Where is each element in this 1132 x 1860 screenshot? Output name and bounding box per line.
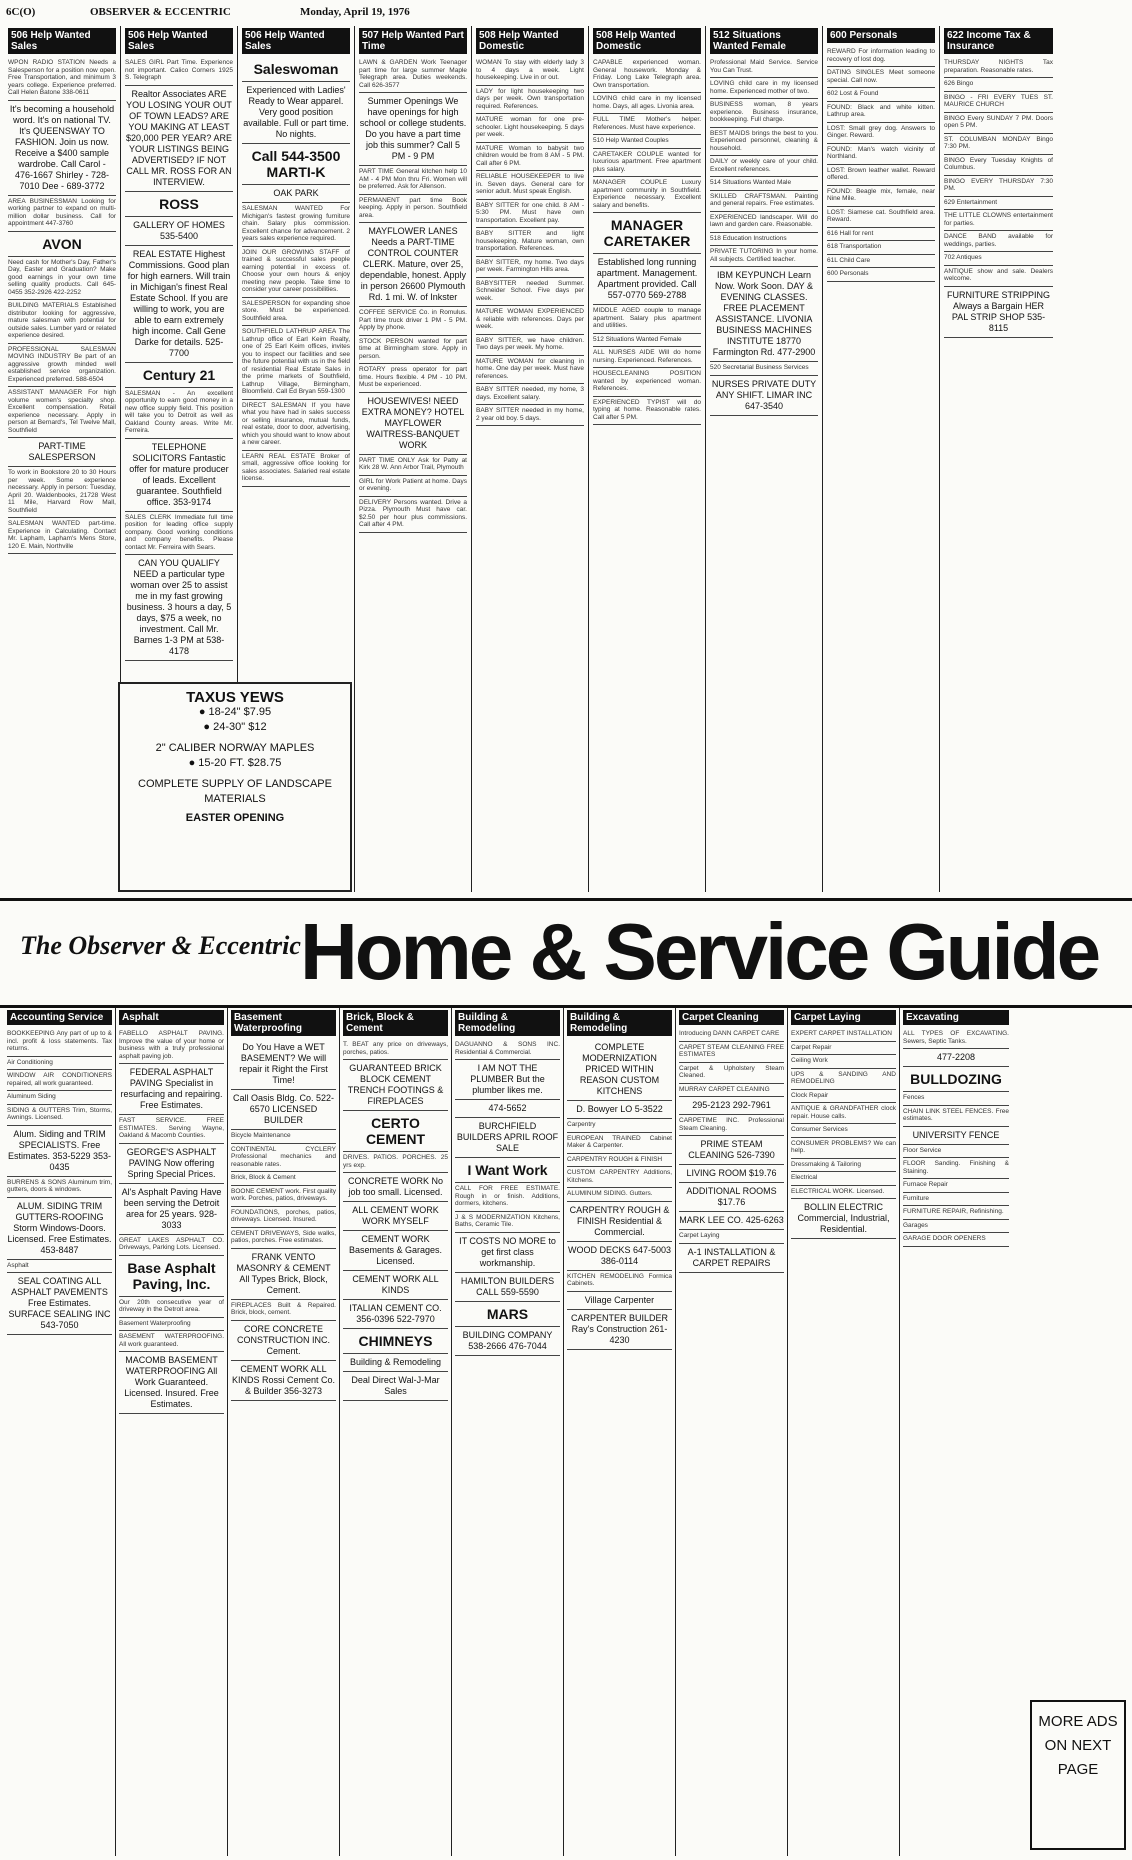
classified-ad: SIDING & GUTTERS Trim, Storms, Awnings. Licensed. — [7, 1105, 112, 1126]
classified-ad: 510 Help Wanted Couples — [593, 135, 701, 149]
classified-ad: Clock Repair — [791, 1090, 896, 1104]
classified-ad: SALES GIRL Part Time. Experience not important. Calico Corners 1925 S. Telegraph — [125, 57, 233, 86]
more-ads-note: MORE ADS ON NEXT PAGE — [1030, 1700, 1126, 1850]
classified-ad: FEDERAL ASPHALT PAVING Specialist in resurfacing and repairing. Free Estimates. — [119, 1064, 224, 1115]
classified-ad: Brick, Block & Cement — [231, 1172, 336, 1186]
classified-ad: BINGO EVERY THURSDAY 7:30 PM. — [944, 176, 1053, 197]
classified-ad: Call Oasis Bldg. Co. 522-6570 LICENSED BUILDER — [231, 1090, 336, 1130]
classified-ad: MARK LEE CO. 425-6263 — [679, 1212, 784, 1230]
classified-ad: FOUNDATIONS, porches, patios, driveways. Licensed. Insured. — [231, 1207, 336, 1228]
classified-ad: ANTIQUE & GRANDFATHER clock repair. House calls. — [791, 1103, 896, 1124]
classified-ad: SALESMAN WANTED For Michigan's fastest growing furniture chain. Salary plus commission. Excellent chance for advancement. 2 years sales experience required. — [242, 203, 350, 247]
classified-ad: BOONE CEMENT work. First quality work. Porches, patios, driveways. — [231, 1186, 336, 1207]
classified-ad: OAK PARK — [242, 185, 350, 203]
classified-ad: Furnace Repair — [903, 1179, 1009, 1193]
home-service-banner — [0, 898, 1132, 1008]
classified-ad: CARPENTRY ROUGH & FINISH Residential & Commercial. — [567, 1202, 672, 1242]
classifieds-bottom — [4, 1008, 1128, 1856]
classified-column — [340, 1008, 452, 1856]
classified-column — [589, 26, 706, 892]
classified-ad: GEORGE'S ASPHALT PAVING Now offering Spring Special Prices. — [119, 1144, 224, 1184]
classified-ad: CEMENT WORK ALL KINDS — [343, 1271, 448, 1300]
ad-line: 2" CALIBER NORWAY MAPLES — [155, 742, 315, 754]
classified-ad: PART-TIME SALESPERSON — [8, 438, 116, 467]
classified-ad: THE LITTLE CLOWNS entertainment for parties. — [944, 210, 1053, 231]
classified-column — [940, 26, 1057, 892]
classified-ad: Garages — [903, 1220, 1009, 1234]
classified-ad: ITALIAN CEMENT CO. 356-0396 522-7970 — [343, 1300, 448, 1329]
classified-ad: WOOD DECKS 647-5003 386-0114 — [567, 1242, 672, 1271]
classified-ad: REWARD For information leading to recovery of lost dog. — [827, 46, 935, 67]
classified-ad: 600 Personals — [827, 268, 935, 282]
classified-ad: FLOOR Sanding. Finishing & Staining. — [903, 1158, 1009, 1179]
classified-ad: Electrical — [791, 1172, 896, 1186]
classified-ad: 618 Transportation — [827, 241, 935, 255]
classified-ad: LOVING child care in my licensed home. Days, all ages. Livonia area. — [593, 93, 701, 114]
classified-ad: Do You Have a WET BASEMENT? We will repair it Right the First Time! — [231, 1039, 336, 1090]
classified-ad: RELIABLE HOUSEKEEPER to live in. Seven days. General care for senior adult. Must speak English. — [476, 171, 584, 200]
ad-line: ● 15-20 FT. $28.75 — [188, 757, 282, 769]
classified-ad: PRIVATE TUTORING In your home. All subjects. Certified teacher. — [710, 246, 818, 267]
classified-ad: It's becoming a household word. It's on national TV. It's QUEENSWAY TO FASHION. Join us now. Receive a $400 sample wardrobe. Call Carol - 476-1667 Shirley - 728-7010 Dee - 689-3772 — [8, 101, 116, 196]
classified-ad: Consumer Services — [791, 1124, 896, 1138]
classified-ad: ADDITIONAL ROOMS $17.76 — [679, 1183, 784, 1212]
classified-ad: CARETAKER COUPLE wanted for luxurious apartment. Free apartment plus salary. — [593, 149, 701, 178]
classified-ad: FOUND: Man's watch vicinity of Northland. — [827, 144, 935, 165]
classified-ad: BUSINESS woman, 8 years experience. Business insurance, bookkeeping. Full charge. — [710, 99, 818, 128]
classified-ad: 629 Entertainment — [944, 197, 1053, 211]
classified-ad: CERTO CEMENT — [343, 1111, 448, 1152]
classified-ad: BURRENS & SONS Aluminum trim, gutters, doors & windows. — [7, 1177, 112, 1198]
classified-ad: LOST: Brown leather wallet. Reward offered. — [827, 165, 935, 186]
classified-ad: J & S MODERNIZATION Kitchens, Baths, Ceramic Tile. — [455, 1212, 560, 1233]
classified-ad: DIRECT SALESMAN If you have what you have had in sales success or selling insurance, mutual funds, real estate, door to door, advertising, which you should want to know about a new career. — [242, 400, 350, 451]
classified-ad: DANCE BAND available for weddings, parties. — [944, 231, 1053, 252]
classified-ad: BABY SITTER, my home. Two days per week. Farmington Hills area. — [476, 257, 584, 278]
classified-ad: A-1 INSTALLATION & CARPET REPAIRS — [679, 1244, 784, 1273]
classified-ad: BOOKKEEPING Any part of up to & incl. profit & loss statements. Tax returns. — [7, 1028, 112, 1057]
classified-ad: BABY SITTER and light housekeeping. Mature woman, own transportation. References. — [476, 228, 584, 257]
classified-ad: LADY for light housekeeping two days per week. Own transportation required. References. — [476, 86, 584, 115]
classified-ad: BABY SITTER needed in my home, 2 year old boy. 5 days. — [476, 405, 584, 426]
classified-ad: ANTIQUE show and sale. Dealers welcome. — [944, 266, 1053, 287]
classified-ad: FAST SERVICE. FREE ESTIMATES. Serving Wayne, Oakland & Macomb Counties. — [119, 1115, 224, 1144]
classified-ad: CONSUMER PROBLEMS? We can help. — [791, 1138, 896, 1159]
category-header: Building & Remodeling — [567, 1010, 672, 1036]
category-header: 506 Help Wanted Sales — [8, 28, 116, 54]
classified-ad: SALES CLERK Immediate full time position for leading office supply company. Good working conditions and company benefits. Please contact Mr. Ferreira with Sears. — [125, 512, 233, 556]
classified-ad: BINGO Every SUNDAY 7 PM. Doors open 5 PM. — [944, 113, 1053, 134]
classified-column — [452, 1008, 564, 1856]
ad-line: ● 18-24" $7.95 — [198, 706, 272, 718]
classified-ad: Summer Openings We have openings for high school or college students. Do you have a part time job this summer? Call 5 PM - 9 PM — [359, 93, 467, 166]
category-header: 600 Personals — [827, 28, 935, 43]
classified-ad: BEST MAIDS brings the best to you. Experienced personnel, cleaning & household. — [710, 128, 818, 157]
classified-ad: FURNITURE REPAIR, Refinishing. — [903, 1206, 1009, 1220]
classified-column — [4, 1008, 116, 1856]
category-header: 507 Help Wanted Part Time — [359, 28, 467, 54]
page-number: 6C(O) — [6, 6, 36, 18]
classified-ad: EXPERIENCED TYPIST will do typing at home. Reasonable rates. Call after 5 PM. — [593, 397, 701, 426]
classified-ad: 616 Hall for rent — [827, 228, 935, 242]
classified-ad: PRIME STEAM CLEANING 526-7390 — [679, 1136, 784, 1165]
classified-ad: STOCK PERSON wanted for part time at Birmingham store. Apply in person. — [359, 336, 467, 365]
classified-ad: AREA BUSINESSMAN Looking for working partner to expand on multi-million dollar business. Call for appointment 447-3760 — [8, 196, 116, 232]
classified-ad: MURRAY CARPET CLEANING — [679, 1084, 784, 1098]
classified-ad: Realtor Associates ARE YOU LOSING YOUR OUT OF TOWN LEADS? ARE YOU MAKING AT LEAST $20,000 PER YEAR? ARE YOUR LISTINGS BEING ADVERTISED? IF NOT CALL MR. ROSS FOR AN INTERVIEW. — [125, 86, 233, 192]
classified-ad: GALLERY OF HOMES 535-5400 — [125, 217, 233, 246]
classified-ad: GREAT LAKES ASPHALT CO. Driveways, Parking Lots. Licensed. — [119, 1235, 224, 1256]
classified-ad: Century 21 — [125, 363, 233, 388]
classified-ad: HOUSECLEANING POSITION wanted by experienced woman. References. — [593, 368, 701, 397]
classified-ad: IT COSTS NO MORE to get first class workmanship. — [455, 1233, 560, 1273]
classified-column — [676, 1008, 788, 1856]
paper-logo: The Observer & Eccentric — [20, 931, 301, 960]
classified-column — [116, 1008, 228, 1856]
classified-ad: PROFESSIONAL SALESMAN MOVING INDUSTRY Be part of an aggressive growth minded well established service organization. Experienced preferred. 588-6504 — [8, 344, 116, 388]
classified-ad: Need cash for Mother's Day, Father's Day, Easter and Graduation? Make good earnings in your own time selling quality products. Call 645-0455 352-2926 422-2252 — [8, 257, 116, 301]
classified-ad: Saleswoman — [242, 57, 350, 82]
classified-ad: DELIVERY Persons wanted. Drive a Pizza. Plymouth Must have car. $2.50 per hour plus commissions. Call after 4 PM. — [359, 497, 467, 533]
classified-ad: MATURE woman for one pre-schooler. Light housekeeping. 5 days per week. — [476, 114, 584, 143]
classified-ad: HOUSEWIVES! NEED EXTRA MONEY? HOTEL MAYFLOWER WAITRESS-BANQUET WORK — [359, 393, 467, 455]
classified-ad: IBM KEYPUNCH Learn Now. Work Soon. DAY & EVENING CLASSES. FREE PLACEMENT ASSISTANCE. LIVONIA BUSINESS MACHINES INSTITUTE 18770 Farmington Rd. 477-2900 — [710, 267, 818, 362]
category-header: 506 Help Wanted Sales — [242, 28, 350, 54]
classified-ad: CEMENT DRIVEWAYS, Side walks, patios, porches. Free estimates. — [231, 1228, 336, 1249]
classified-ad: GUARANTEED BRICK BLOCK CEMENT TRENCH FOOTINGS & FIREPLACES — [343, 1060, 448, 1111]
classified-ad: CAPABLE experienced woman. General housework. Monday & Friday. Long Lake Telegraph area. Own transportation. — [593, 57, 701, 93]
classified-ad: DAGUANNO & SONS INC. Residential & Commercial. — [455, 1039, 560, 1060]
classified-ad: BASEMENT WATERPROOFING. All work guaranteed. — [119, 1331, 224, 1352]
classified-ad: Professional Maid Service. Service You Can Trust. — [710, 57, 818, 78]
classified-ad: Floor Service — [903, 1145, 1009, 1159]
classified-ad: PART TIME ONLY Ask for Patty at Kirk 28 W. Ann Arbor Trail, Plymouth — [359, 455, 467, 476]
classified-ad: MATURE WOMAN EXPERIENCED & reliable with references. Days per week. — [476, 306, 584, 335]
classified-ad: ASSISTANT MANAGER For high volume women's specialty shop. Excellent compensation. Retail experience necessary. Apply in person at Bernard's, Tel Twelve Mall, Southfield — [8, 387, 116, 438]
classified-column — [823, 26, 940, 892]
classified-ad: PART TIME General kitchen help 10 AM - 4 PM Mon thru Fri. Women will be preferred. Ask for Allenson. — [359, 166, 467, 195]
classified-ad: Air Conditioning — [7, 1057, 112, 1071]
classified-ad: CARPENTRY ROUGH & FINISH — [567, 1154, 672, 1168]
category-header: 622 Income Tax & Insurance — [944, 28, 1053, 54]
classified-ad: JOIN OUR GROWING STAFF of trained & successful sales people earning potential in excess of. Choose your own hours & enjoy meeting new people. Take time to consider your career possibilities. — [242, 247, 350, 298]
classified-ad: BOLLIN ELECTRIC Commercial, Industrial, Residential. — [791, 1199, 896, 1239]
classified-ad: UPS & SANDING AND REMODELING — [791, 1069, 896, 1090]
classified-ad: TELEPHONE SOLICITORS Fantastic offer for mature producer of leads. Excellent guarantee. Southfield office. 353-9174 — [125, 439, 233, 512]
classified-column — [900, 1008, 1012, 1856]
category-header: Carpet Cleaning — [679, 1010, 784, 1025]
ad-line: TAXUS YEWS — [186, 689, 284, 706]
classified-ad: LIVING ROOM $19.76 — [679, 1165, 784, 1183]
classified-ad: 474-5652 — [455, 1100, 560, 1118]
classified-ad: 512 Situations Wanted Female — [593, 334, 701, 348]
classified-ad: T. BEAT any price on driveways, porches, patios. — [343, 1039, 448, 1060]
classified-ad: BUILDING COMPANY 538-2666 476-7044 — [455, 1327, 560, 1356]
classified-ad: 702 Antiques — [944, 252, 1053, 266]
classified-ad: ALL NURSES AIDE Will do home nursing. Experienced. References. — [593, 347, 701, 368]
classified-ad: FIREPLACES Built & Repaired. Brick, block, cement. — [231, 1300, 336, 1321]
classified-ad: GARAGE DOOR OPENERS — [903, 1233, 1009, 1247]
classified-ad: LEARN REAL ESTATE Broker of small, aggressive office looking for sales associates. Salaried real estate license. — [242, 451, 350, 487]
classified-ad: ALL CEMENT WORK WORK MYSELF — [343, 1202, 448, 1231]
classified-ad: CONCRETE WORK No job too small. Licensed. — [343, 1173, 448, 1202]
classified-ad: Bicycle Maintenance — [231, 1130, 336, 1144]
classified-ad: To work in Bookstore 20 to 30 Hours per week. Some experience necessary. Apply in person: Tuesday, April 20. Waldenbooks, 21728 West 11 Mile, Harvard Row Mall, Southfield — [8, 467, 116, 518]
classified-ad: 477-2208 — [903, 1049, 1009, 1067]
paper-name: OBSERVER & ECCENTRIC — [90, 6, 231, 18]
classified-ad: CARPET STEAM CLEANING FREE ESTIMATES — [679, 1042, 784, 1063]
category-header: 508 Help Wanted Domestic — [476, 28, 584, 54]
classified-ad: Experienced with Ladies' Ready to Wear apparel. Very good position available. Full or part time. No nights. — [242, 82, 350, 144]
classified-ad: MATURE Woman to babysit two children would be from 8 AM - 5 PM. Call after 6 PM. — [476, 143, 584, 172]
classified-ad: CUSTOM CARPENTRY Additions, Kitchens. — [567, 1167, 672, 1188]
classified-ad: Basement Waterproofing — [119, 1318, 224, 1332]
classified-ad: AVON — [8, 232, 116, 257]
classified-ad: I Want Work — [455, 1158, 560, 1183]
classified-ad: 626 Bingo — [944, 78, 1053, 92]
masthead — [0, 0, 1132, 22]
classified-column — [788, 1008, 900, 1856]
category-header: Asphalt — [119, 1010, 224, 1025]
ad-line: EASTER OPENING — [185, 812, 285, 824]
classified-ad: NURSES PRIVATE DUTY ANY SHIFT. LIMAR INC 647-3540 — [710, 376, 818, 416]
classified-ad: DAILY or weekly care of your child. Excellent references. — [710, 156, 818, 177]
classified-ad: ROTARY press operator for part time. Hours flexible. 4 PM - 10 PM. Must be experienced. — [359, 364, 467, 393]
classified-ad: Ceiling Work — [791, 1055, 896, 1069]
issue-date: Monday, April 19, 1976 — [300, 6, 410, 18]
classified-ad: MIDDLE AGED couple to manage apartment. Salary plus apartment and utilities. — [593, 305, 701, 334]
classified-ad: D. Bowyer LO 5-3522 — [567, 1101, 672, 1119]
classified-ad: ALUMINUM SIDING. Gutters. — [567, 1188, 672, 1202]
classified-ad: Carpet & Upholstery Steam Cleaned. — [679, 1063, 784, 1084]
classified-ad: MANAGER CARETAKER — [593, 213, 701, 254]
classified-ad: CALL FOR FREE ESTIMATE. Rough in or finish. Additions, dormers, kitchens. — [455, 1183, 560, 1212]
category-header: Basement Waterproofing — [231, 1010, 336, 1036]
classified-ad: 514 Situations Wanted Male — [710, 177, 818, 191]
classified-ad: WPON RADIO STATION Needs a Salesperson for a position now open. Free Transportation, and minimum 3 years college. Experience preferred. Call Helen Batone 338-0611 — [8, 57, 116, 101]
classified-column — [706, 26, 823, 892]
classified-ad: LOST: Small grey dog. Answers to Ginger. Reward. — [827, 123, 935, 144]
classified-ad: FRANK VENTO MASONRY & CEMENT All Types Brick, Block, Cement. — [231, 1249, 336, 1300]
ad-line: ● 24-30" $12 — [203, 721, 267, 733]
classified-ad: SOUTHFIELD LATHRUP AREA The Lathrup office of Earl Keim Realty, one of 25 Earl Keim offices, invites you to inspect our facilities and see the future potential with us in the field of residential Real Estate Sales in the prime markets of Southfield, Lathrup Village, Birmingham, Bloomfield. Call Ed Bryan 559-1300 — [242, 326, 350, 400]
classified-ad: Carpet Laying — [679, 1230, 784, 1244]
classified-ad: SALESPERSON for expanding shoe store. Must be experienced. Southfield area. — [242, 298, 350, 327]
classified-ad: BURCHFIELD BUILDERS APRIL ROOF SALE — [455, 1118, 560, 1158]
classified-column — [228, 1008, 340, 1856]
classified-ad: BULLDOZING — [903, 1067, 1009, 1092]
classified-ad: ALL TYPES OF EXCAVATING. Sewers, Septic Tanks. — [903, 1028, 1009, 1049]
classified-ad: BINGO Every Tuesday Knights of Columbus. — [944, 155, 1053, 176]
classified-ad: 520 Secretarial Business Services — [710, 362, 818, 376]
classified-ad: Aluminum Siding — [7, 1091, 112, 1105]
classified-ad: KITCHEN REMODELING Formica Cabinets. — [567, 1271, 672, 1292]
classified-ad: BABY SITTER for one child. 8 AM - 5:30 PM. Must have own transportation. Excellent pay. — [476, 200, 584, 229]
classified-ad: DRIVES. PATIOS. PORCHES. 25 yrs exp. — [343, 1152, 448, 1173]
classified-ad: Base Asphalt Paving, Inc. — [119, 1256, 224, 1297]
category-header: 508 Help Wanted Domestic — [593, 28, 701, 54]
classified-ad: ELECTRICAL WORK. Licensed. — [791, 1186, 896, 1200]
classified-ad: MACOMB BASEMENT WATERPROOFING All Work Guaranteed. Licensed. Insured. Free Estimates. — [119, 1352, 224, 1414]
classified-ad: Carpentry — [567, 1119, 672, 1133]
classified-column — [355, 26, 472, 892]
classified-ad: REAL ESTATE Highest Commissions. Good plan for high earners. Will train in Michigan's finest Real Estate School. If you are willing to work, you are able to earn extremely high income. Call Gene Darke for details. 525-7700 — [125, 246, 233, 363]
classified-ad: Introducing DANN CARPET CARE — [679, 1028, 784, 1042]
classified-ad: ALUM. SIDING TRIM GUTTERS-ROOFING Storm Windows-Doors. Licensed. Free Estimates. 453-8487 — [7, 1198, 112, 1260]
classified-ad: 295-2123 292-7961 — [679, 1097, 784, 1115]
classified-ad: BUILDING MATERIALS Established distributor looking for aggressive, mature salesman with potential for outside sales. Lumber yard or related experience desired. — [8, 300, 116, 344]
classified-ad: SKILLED CRAFTSMAN. Painting and general repairs. Free estimates. — [710, 191, 818, 212]
classified-ad: I AM NOT THE PLUMBER But the plumber likes me. — [455, 1060, 560, 1100]
classified-ad: CORE CONCRETE CONSTRUCTION INC. Cement. — [231, 1321, 336, 1361]
category-header: 506 Help Wanted Sales — [125, 28, 233, 54]
classified-ad: Building & Remodeling — [343, 1354, 448, 1372]
classified-ad: Fences — [903, 1092, 1009, 1106]
classified-ad: FURNITURE STRIPPING Always a Bargain HER PAL STRIP SHOP 535-8115 — [944, 287, 1053, 338]
classified-ad: Asphalt — [7, 1260, 112, 1274]
classified-ad: SEAL COATING ALL ASPHALT PAVEMENTS Free Estimates. SURFACE SEALING INC 543-7050 — [7, 1273, 112, 1335]
classified-ad: CHAIN LINK STEEL FENCES. Free estimates. — [903, 1106, 1009, 1127]
classified-ad: SALESMAN WANTED part-time. Experience in Calculating. Contact Mr. Lapham, Lapham's Mens Store, 120 E. Main, Northville — [8, 518, 116, 554]
classified-ad: Village Carpenter — [567, 1292, 672, 1310]
classified-ad: LAWN & GARDEN Work Teenager part time for large summer Maple Telegraph area. Duties weekends. Call 626-3577 — [359, 57, 467, 93]
classified-ad: MAYFLOWER LANES Needs a PART-TIME CONTROL COUNTER CLERK. Mature, over 25, dependable, honest. Apply in person 26600 Plymouth Rd. 1 mi. W. of Inkster — [359, 223, 467, 307]
classified-ad: CAN YOU QUALIFY NEED a particular type woman over 25 to assist me in my fast growing business. 3 hours a day, 5 days, $75 a week, no investment. Call Mr. Barnes 1-3 PM at 538-4178 — [125, 555, 233, 661]
category-header: Accounting Service — [7, 1010, 112, 1025]
classified-ad: EXPERIENCED landscaper. Will do lawn and garden care. Reasonable. — [710, 212, 818, 233]
classified-column — [564, 1008, 676, 1856]
classified-ad: COFFEE SERVICE Co. in Romulus. Part time truck driver 1 PM - 5 PM. Apply by phone. — [359, 307, 467, 336]
classified-ad: FULL TIME Mother's helper. References. Must have experience. — [593, 114, 701, 135]
classified-ad: SALESMAN - An excellent opportunity to earn good money in a new office supply field. This position will take you to Detroit as well as Oakland County areas. Write Mr. Ferreira. — [125, 388, 233, 439]
classified-column — [472, 26, 589, 892]
classified-ad: MATURE WOMAN for cleaning in home. One day per week. Must have references. — [476, 356, 584, 385]
classified-ad: DATING SINGLES Meet someone special. Call now. — [827, 67, 935, 88]
classified-ad: 518 Education Instructions — [710, 233, 818, 247]
category-header: 512 Situations Wanted Female — [710, 28, 818, 54]
classified-column — [4, 26, 121, 892]
classified-ad: CEMENT WORK ALL KINDS Rossi Cement Co. & Builder 356-3273 — [231, 1361, 336, 1401]
classified-ad: EUROPEAN TRAINED Cabinet Maker & Carpenter. — [567, 1133, 672, 1154]
ad-line: COMPLETE SUPPLY OF LANDSCAPE MATERIALS — [138, 778, 332, 805]
classified-ad: 602 Lost & Found — [827, 88, 935, 102]
classified-ad: BINGO - FRI EVERY TUES ST. MAURICE CHURCH — [944, 92, 1053, 113]
classified-ad: FABELLO ASPHALT PAVING. Improve the value of your home or business with a truly professional asphalt paving job. — [119, 1028, 224, 1064]
classified-ad: Established long running apartment. Management. Apartment provided. Call 557-0770 569-2788 — [593, 254, 701, 305]
classified-ad: CONTINENTAL CYCLERY Professional mechanics and reasonable rates. — [231, 1144, 336, 1173]
classified-ad: HAMILTON BUILDERS CALL 559-5590 — [455, 1273, 560, 1302]
classified-ad: CHIMNEYS — [343, 1329, 448, 1354]
classified-ad: WINDOW AIR CONDITIONERS repaired, all work guaranteed. — [7, 1070, 112, 1091]
classified-ad: BABY SITTER needed, my home, 3 days. Excellent salary. — [476, 384, 584, 405]
classified-ad: MANAGER COUPLE Luxury apartment community in Southfield. Experience necessary. Excellent salary and benefits. — [593, 177, 701, 213]
classified-ad: CARPETIME INC. Professional Steam Cleaning. — [679, 1115, 784, 1136]
taxus-yews-ad — [118, 682, 352, 892]
classified-ad: EXPERT CARPET INSTALLATION — [791, 1028, 896, 1042]
classified-ad: ROSS — [125, 192, 233, 217]
classified-ad: Call 544-3500 MARTI-K — [242, 144, 350, 185]
classified-ad: 61L Child Care — [827, 255, 935, 269]
classified-ad: THURSDAY NIGHTS Tax preparation. Reasonable rates. — [944, 57, 1053, 78]
section-title: Home & Service Guide — [300, 907, 1099, 996]
category-header: Excavating — [903, 1010, 1009, 1025]
classified-ad: UNIVERSITY FENCE — [903, 1127, 1009, 1145]
classified-ad: ST. COLUMBAN MONDAY Bingo 7:30 PM. — [944, 134, 1053, 155]
classified-ad: Carpet Repair — [791, 1042, 896, 1056]
classified-ad: LOST: Siamese cat. Southfield area. Reward. — [827, 207, 935, 228]
classified-ad: FOUND: Black and white kitten. Lathrup area. — [827, 102, 935, 123]
classified-ad: MARS — [455, 1302, 560, 1327]
category-header: Carpet Laying — [791, 1010, 896, 1025]
classified-ad: COMPLETE MODERNIZATION PRICED WITHIN REASON CUSTOM KITCHENS — [567, 1039, 672, 1101]
classified-ad: LOVING child care in my licensed home. Experienced mother of two. — [710, 78, 818, 99]
classified-ad: FOUND: Beagle mix, female, near Nine Mile. — [827, 186, 935, 207]
classified-ad: Deal Direct Wal-J-Mar Sales — [343, 1372, 448, 1401]
classified-ad: Our 20th consecutive year of driveway in the Detroit area. — [119, 1297, 224, 1318]
category-header: Building & Remodeling — [455, 1010, 560, 1036]
classified-ad: BABYSITTER needed Summer. Schneider School. Five days per week. — [476, 278, 584, 307]
classified-ad: Al's Asphalt Paving Have been serving the Detroit area for 25 years. 928-3033 — [119, 1184, 224, 1235]
classified-ad: PERMANENT part time Book keeping. Apply in person. Southfield area. — [359, 195, 467, 224]
classified-ad: Dressmaking & Tailoring — [791, 1159, 896, 1173]
classified-ad: BABY SITTER, we have children. Two days per week. My home. — [476, 335, 584, 356]
category-header: Brick, Block & Cement — [343, 1010, 448, 1036]
classified-ad: CARPENTER BUILDER Ray's Construction 261-4230 — [567, 1310, 672, 1350]
classified-ad: Alum. Siding and TRIM SPECIALISTS. Free Estimates. 353-5229 353-0435 — [7, 1126, 112, 1177]
classified-ad: Furniture — [903, 1193, 1009, 1207]
classified-ad: WOMAN To stay with elderly lady 3 to 4 days a week. Light housekeeping. Live in or out. — [476, 57, 584, 86]
classified-ad: GIRL for Work Patient at home. Days or evening. — [359, 476, 467, 497]
classified-ad: CEMENT WORK Basements & Garages. Licensed. — [343, 1231, 448, 1271]
